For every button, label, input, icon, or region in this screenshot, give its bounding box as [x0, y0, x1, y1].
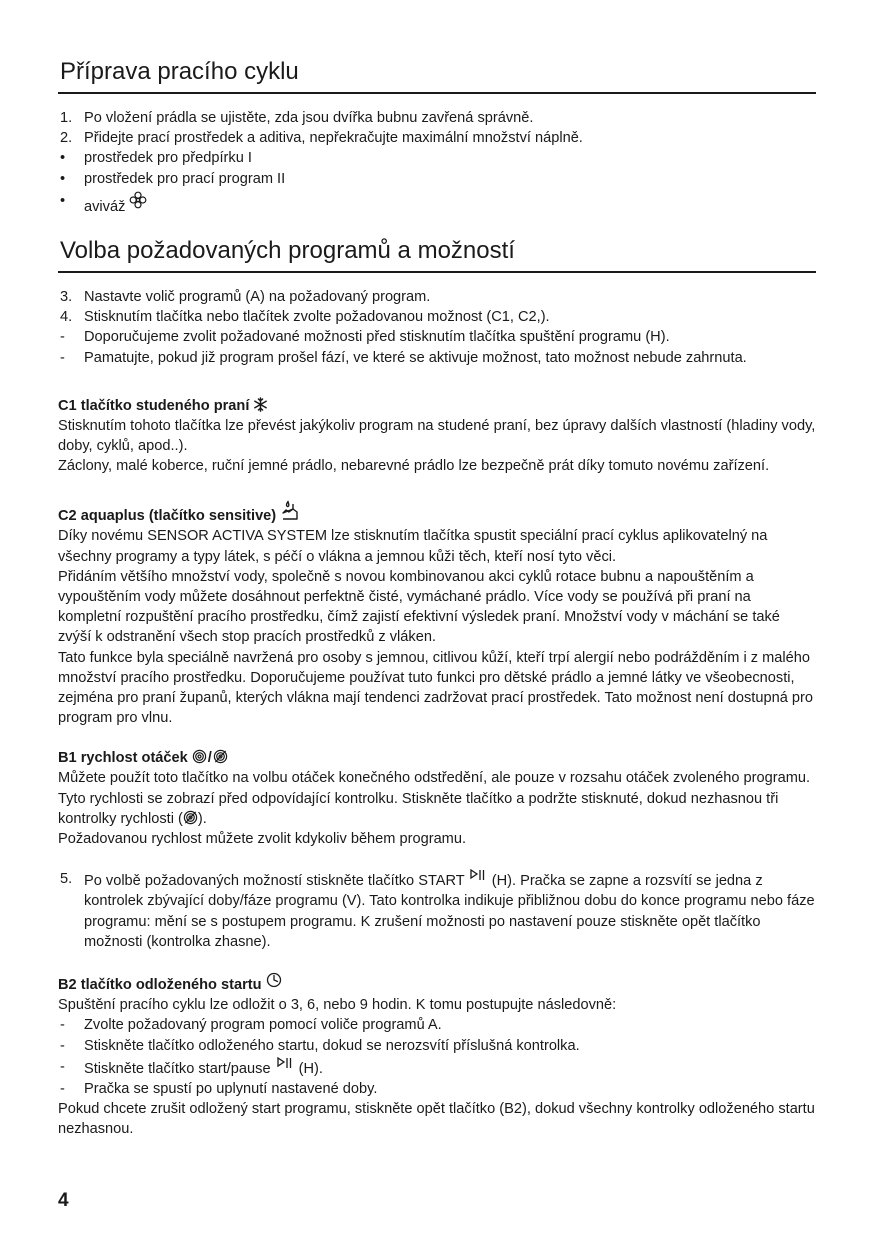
- list-item: [58, 1015, 816, 1035]
- b2-title: B2 tlačítko odloženého startu: [58, 977, 262, 994]
- list-item: [58, 327, 816, 347]
- c2-title: C2 aquaplus (tlačítko sensitive): [58, 508, 277, 525]
- list-text: Stisknutím tlačítka nebo tlačítek zvolte požadovanou možnost (C1, C2,).: [84, 309, 550, 326]
- c1-paragraph: Záclony, malé koberce, ruční jemné prádlo, nebarevné prádlo lze bezpečně prát díky tomuto novému zařízení.: [58, 458, 770, 475]
- no-spin-icon: [183, 810, 198, 825]
- list-text: aviváž: [84, 198, 126, 215]
- list-text-cont: (H).: [298, 1060, 323, 1077]
- list-marker: -: [60, 1058, 65, 1075]
- list-item: [58, 108, 816, 128]
- b1-text-end: ).: [197, 810, 207, 827]
- c1-title: C1 tlačítko studeného praní: [58, 397, 250, 414]
- flower-icon: [129, 191, 147, 209]
- list-marker: •: [60, 150, 66, 167]
- list-text: Nastavte volič programů (A) na požadovaný program.: [84, 289, 431, 306]
- manual-page: [58, 48, 816, 1140]
- b1-title: B1 rychlost otáček: [58, 750, 188, 767]
- list-text: prostředek pro předpírku I: [84, 150, 252, 167]
- list-item: [58, 307, 816, 327]
- b2-outro: Pokud chcete zrušit odložený start programu, stiskněte opět tlačítko (B2), dokud všechny kontrolky odloženého startu nezhasnou.: [58, 1101, 815, 1138]
- c1-section: [58, 396, 816, 477]
- list-marker: -: [60, 1017, 65, 1034]
- list-text: Pamatujte, pokud již program prošel fází, ve které se aktivuje možnost, tato možnost nebude zahrnuta.: [84, 349, 747, 366]
- list-marker: -: [60, 329, 65, 346]
- list-marker: 2.: [60, 130, 73, 147]
- page-number: 4: [58, 1190, 69, 1211]
- list-marker: 5.: [60, 871, 73, 888]
- step5-text-cont: (H). Pračka se zapne a rozsvítí se jedna z kontrolek zbývající doby/fáze programu (V). Tato kontrolka indikuje přibližnou dobu do konce programu nebo fáze programu: mění se s postupem programu. K zrušení možnosti po nastavení pouze stiskněte opět tlačítko možnosti (kontrolka zhasne).: [84, 873, 815, 950]
- preparation-list: [58, 108, 816, 217]
- c2-section: [58, 500, 816, 728]
- list-text: Zvolte požadovaný program pomocí voliče programů A.: [84, 1017, 442, 1034]
- list-item: [58, 1057, 816, 1079]
- list-marker: 3.: [60, 289, 73, 306]
- list-marker: •: [60, 192, 66, 209]
- no-spin-icon: [213, 749, 228, 764]
- list-text: Stiskněte tlačítko start/pause: [84, 1060, 271, 1077]
- list-marker: -: [60, 1037, 65, 1054]
- b2-heading: [58, 972, 816, 995]
- b1-heading: [58, 748, 816, 768]
- list-item: [58, 1079, 816, 1099]
- b1-paragraph: Požadovanou rychlost můžete zvolit kdykoliv během programu.: [58, 831, 467, 848]
- list-item: [58, 148, 816, 168]
- list-text: Přidejte prací prostředek a aditiva, nepřekračujte maximální množství náplně.: [84, 130, 583, 147]
- list-item: [58, 287, 816, 307]
- list-item: [58, 348, 816, 368]
- list-item: [58, 1036, 816, 1056]
- c2-heading: [58, 500, 816, 526]
- c2-paragraph: Přidáním většího množství vody, společně s novou kombinovanou akci cyklů rotace bubnu a napouštěním a vypouštěním vody můžete dosáhnout perfektně čisté, vymáchané prádlo. Více vody se používá při praní na kompletní rozpuštění pracího prostředku, čímž zajistí efektivní výsledek praní. Množství vody v máchání se také zvýší k odstranění všech stop pracích prostředků z vláken.: [58, 568, 780, 646]
- list-item: [58, 191, 816, 217]
- b1-text: Můžete použít toto tlačítko na volbu otáček konečného odstředění, ale pouze v rozsahu otáček zvoleného programu. Tyto rychlosti se zobrazí před odpovídající kontrolku. Stiskněte tlačítko a podržte stisknuté, dokud nezhasnou tři kontrolky rychlosti (: [58, 770, 811, 827]
- selection-list: [58, 287, 816, 368]
- start-pause-icon: [470, 869, 486, 884]
- list-item: [58, 169, 816, 189]
- b2-intro: Spuštění pracího cyklu lze odložit o 3, 6, nebo 9 hodin. K tomu postupujte následovně:: [58, 997, 617, 1014]
- list-marker: -: [60, 1080, 65, 1097]
- c2-paragraph: Tato funkce byla speciálně navržená pro osoby s jemnou, citlivou kůží, kteří trpí alergií nebo podrážděním i z malého množství pracího prostředku. Doporučujeme používat tuto funkci pro dětské prádlo a jemné látky ve všeobecnosti, zejména pro praní županů, kterých vlákna mají tendenci zadržovat prací prostředek. Tato možnost není dostupná pro program pro vlnu.: [58, 649, 813, 727]
- list-text: Po vložení prádla se ujistěte, zda jsou dvířka bubnu zavřená správně.: [84, 110, 534, 126]
- c1-heading: [58, 396, 816, 416]
- step-5: [58, 869, 816, 952]
- list-marker: 4.: [60, 309, 73, 326]
- spin-speed-icon: [192, 749, 207, 764]
- b1-paragraph: [58, 768, 816, 829]
- b2-section: [58, 972, 816, 1139]
- c1-paragraph: Stisknutím tohoto tlačítka lze převést jakýkoliv program na studené praní, bez úpravy dalších vlastností (hladiny vody, doby, cyklů, apod..).: [58, 417, 816, 455]
- list-text: Pračka se spustí po uplynutí nastavené doby.: [84, 1080, 378, 1097]
- list-text: prostředek pro prací program II: [84, 170, 286, 187]
- list-marker: -: [60, 349, 65, 366]
- list-text: Doporučujeme zvolit požadované možnosti před stisknutím tlačítka spuštění programu (H).: [84, 329, 670, 346]
- step5-text: Po volbě požadovaných možností stiskněte tlačítko START: [84, 873, 465, 890]
- list-text: Stiskněte tlačítko odloženého startu, dokud se nerozsvítí příslušná kontrolka.: [84, 1037, 580, 1054]
- snowflake-icon: [253, 397, 268, 412]
- list-item: [58, 128, 816, 148]
- start-pause-icon: [277, 1057, 293, 1072]
- b1-section: [58, 748, 816, 849]
- c2-paragraph: Díky novému SENSOR ACTIVA SYSTEM lze stisknutím tlačítka spustit speciální prací cyklus aplikovatelný na všechny programy a typy látek, s péčí o vlákna a jemnou kůži těch, kteří nosí tyto věci.: [58, 528, 768, 565]
- b1-title-separator: /: [207, 750, 212, 767]
- delay-timer-icon: [266, 972, 282, 988]
- list-marker: •: [60, 170, 66, 187]
- aquaplus-hand-icon: [280, 500, 300, 520]
- section-title-program-selection: Volba požadovaných programů a možností: [58, 233, 816, 273]
- list-marker: 1.: [60, 110, 73, 126]
- section-title-preparation: Příprava pracího cyklu: [58, 54, 816, 94]
